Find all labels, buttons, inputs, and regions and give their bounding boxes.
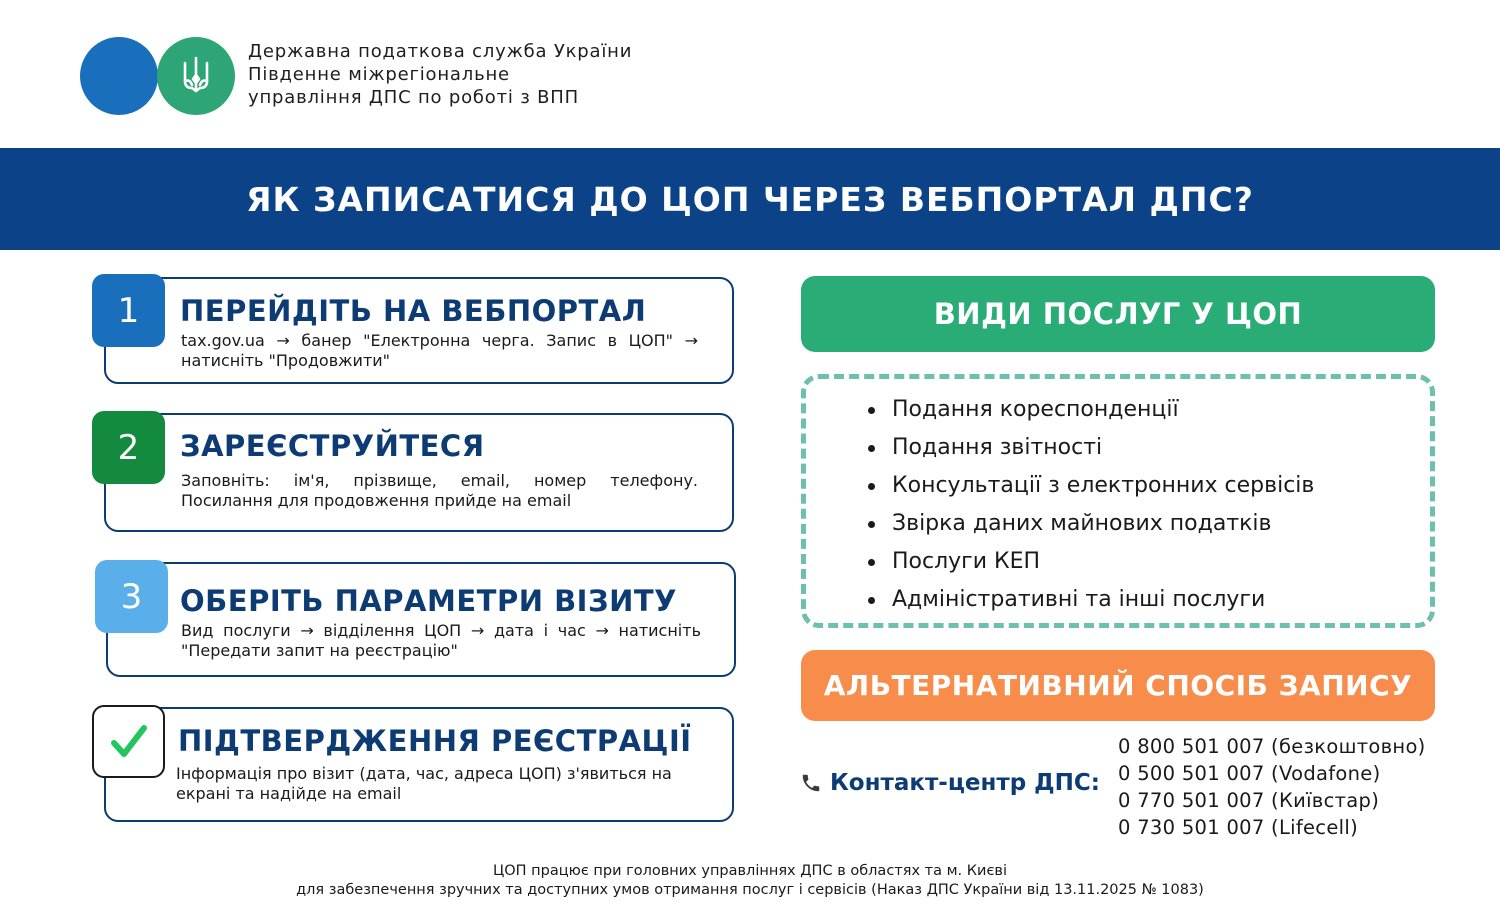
phone-icon — [800, 772, 822, 794]
footer-line-1: ЦОП працює при головних управліннях ДПС в областях та м. Києві — [492, 863, 1007, 879]
services-box — [801, 374, 1435, 628]
step-title-2: ЗАРЕЄСТРУЙТЕСЯ — [180, 429, 485, 463]
phone-number: 0 500 501 007 (Vodafone) — [1118, 762, 1381, 785]
step-description-1: tax.gov.ua → банер "Електронна черга. Запис в ЦОП" → натисніть "Продовжити" — [181, 331, 698, 370]
service-item: Подання звітності — [866, 429, 1314, 467]
checkmark-icon — [109, 722, 149, 762]
organization-line-3: управління ДПС по роботі з ВПП — [248, 87, 579, 108]
step-number-3: 3 — [120, 576, 143, 617]
footer-note — [0, 862, 1500, 900]
step-badge-2 — [92, 411, 165, 484]
step-title-4: ПІДТВЕРДЖЕННЯ РЕЄСТРАЦІЇ — [178, 724, 692, 758]
step-title-1: ПЕРЕЙДІТЬ НА ВЕБПОРТАЛ — [180, 294, 647, 328]
step-description-2: Заповніть: ім'я, прізвище, email, номер телефону. Посилання для продовження прийде на email — [181, 471, 698, 510]
service-item: Адміністративні та інші послуги — [866, 581, 1314, 619]
organization-line-1: Державна податкова служба України — [248, 41, 633, 62]
service-item: Подання кореспонденції — [866, 391, 1314, 429]
step-title-3: ОБЕРІТЬ ПАРАМЕТРИ ВІЗИТУ — [180, 584, 677, 618]
step-badge-1 — [92, 274, 165, 347]
step-description-3: Вид послуги → відділення ЦОП → дата і час → натисніть "Передати запит на реєстрацію" — [181, 621, 701, 660]
services-header — [801, 276, 1435, 352]
alternative-header — [801, 650, 1435, 721]
step-number-1: 1 — [117, 290, 140, 331]
contact-center — [800, 770, 1100, 796]
step-number-2: 2 — [117, 427, 140, 468]
services-list — [866, 391, 1314, 619]
alternative-title: АЛЬТЕРНАТИВНИЙ СПОСІБ ЗАПИСУ — [823, 669, 1413, 702]
phone-list — [1118, 733, 1426, 841]
title-banner — [0, 148, 1500, 250]
service-item: Послуги КЕП — [866, 543, 1314, 581]
contact-label: Контакт-центр ДПС: — [830, 770, 1100, 796]
step-badge-3 — [95, 560, 168, 633]
trident-emblem-icon — [157, 37, 235, 115]
dps-logo-circle-blue — [80, 37, 158, 115]
service-item: Звірка даних майнових податків — [866, 505, 1314, 543]
page-title: ЯК ЗАПИСАТИСЯ ДО ЦОП ЧЕРЕЗ ВЕБПОРТАЛ ДПС? — [246, 179, 1254, 219]
phone-number: 0 770 501 007 (Київстар) — [1118, 789, 1380, 812]
phone-number: 0 730 501 007 (Lifecell) — [1118, 816, 1358, 839]
step-description-4: Інформація про візит (дата, час, адреса ЦОП) з'явиться на екрані та надійде на email — [176, 764, 672, 803]
footer-line-2: для забезпечення зручних та доступних умов отримання послуг і сервісів (Наказ ДПС України від 13.11.2025 № 1083) — [296, 882, 1204, 898]
organization-name — [248, 40, 632, 109]
service-item: Консультації з електронних сервісів — [866, 467, 1314, 505]
phone-number: 0 800 501 007 (безкоштовно) — [1118, 735, 1426, 758]
organization-line-2: Південне міжрегіональне — [248, 64, 510, 85]
step-badge-4 — [92, 705, 165, 778]
services-title: ВИДИ ПОСЛУГ У ЦОП — [933, 297, 1303, 331]
